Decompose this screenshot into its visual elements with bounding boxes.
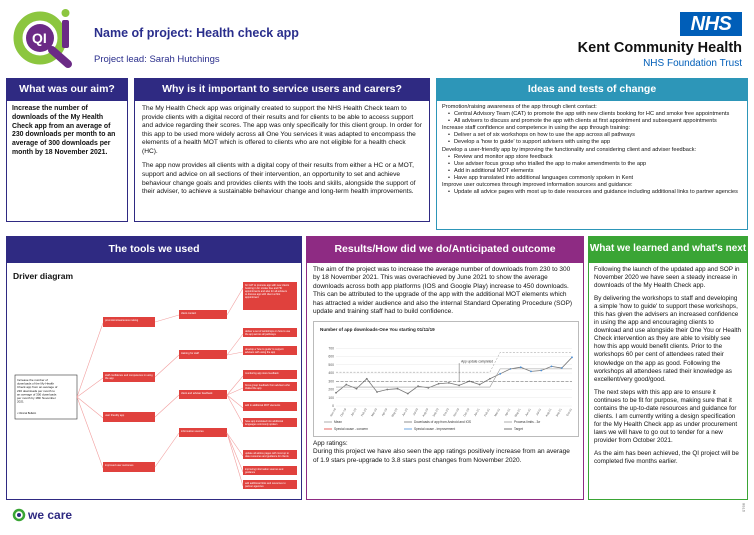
chart-x-tick: May-21 [513, 407, 522, 418]
driver-connector [227, 288, 243, 315]
driver-change-text: update all advice pages with most up to date resources and guidance for clients [245, 452, 289, 458]
chart-x-tick: Feb-21 [482, 407, 491, 417]
ideas-heading: Ideas and tests of change [436, 78, 748, 100]
driver-secondary-text: client contact [181, 312, 197, 315]
driver-change-text: focus group feedback from advisers who trialled the app [245, 384, 290, 390]
chart-point [335, 392, 337, 394]
chart-point [386, 388, 388, 390]
driver-aim-text: Increase the number of downloads of the My Health Check app from an average of 230 downloads per month to an average of 300 downloads per month by 18th November 2021 [17, 378, 58, 404]
chart-x-tick: Apr-20 [380, 407, 389, 417]
learn-paragraph-2: By delivering the workshops to staff and developing a simple 'how to guide' to support these workshops, this has given the advisers an increased confidence in using the app and encouraging clients to download and use alongside their One You or Health Check intervention as they are able to visibly see how this app would benefit clients. Prior to the workshops 60 per cent of attendees rated their knowledge on the app as good. Following the workshops all attendees rated their knowledge as excellent/very good/good. [594, 295, 742, 383]
chart-legend-item: Process limits - 3σ [514, 419, 541, 424]
ideas-group-title: Improve user outcomes through improved information sources and guidance: [442, 182, 633, 189]
driver-connector [155, 433, 179, 467]
learn-paragraph-4: As the aim has been achieved, the QI project will be completed five months earlier. [594, 449, 739, 466]
chart-x-tick: Mar-20 [370, 407, 378, 417]
driver-change-text: monitoring app store feedback [245, 372, 279, 375]
chart-point [448, 382, 450, 384]
driver-connector [227, 376, 243, 395]
chart-point [407, 392, 409, 394]
chart-x-tick: Aug-21 [544, 407, 553, 417]
driver-secondary-text: training for staff [181, 352, 199, 355]
chart-x-tick: Mar-21 [493, 407, 502, 417]
ideas-list-item: • All advisers to discuss and promote the app with clients at first appointment and subsequent appointments [454, 118, 742, 125]
chart-annotation: App update completed [461, 358, 494, 363]
driver-secondary-text: client and adviser feedback [181, 392, 213, 395]
driver-secondary-text: information sources [181, 430, 204, 433]
chart-x-tick: Nov-20 [452, 407, 460, 417]
ideas-list-item: • Add in additional MOT elements [454, 168, 742, 175]
driver-connector [77, 378, 103, 397]
ideas-group-title: Promotion/raising awareness of the app through client contact: [442, 104, 597, 110]
chart-x-tick: May-20 [390, 407, 399, 418]
chart-point [489, 378, 491, 380]
ideas-list-item: • Review and monitor app store feedback [454, 154, 742, 161]
driver-change-text: add additional links and resources to partner agencies [245, 482, 286, 488]
results-body [306, 262, 584, 500]
ideas-list-item: • Central Advisory Team (CAT) to promote the app with new clients booking for HC and smoke free appointments [454, 111, 742, 118]
driver-connector [227, 395, 243, 424]
chart-legend-item: Downloads of app from Android and IOS [414, 419, 472, 424]
chart-x-tick: Jun-20 [400, 407, 409, 417]
learn-body [588, 262, 748, 500]
chart-y-tick: 200 [328, 387, 334, 392]
learn-paragraph-1: Following the launch of the updated app and SOP in November 2020 we have seen a steady increase in downloads of the My Health Check app. [594, 266, 740, 290]
why-heading: Why is it important to service users and carers? [134, 78, 430, 100]
chart-point [479, 383, 481, 385]
chart-y-tick: 300 [328, 379, 334, 384]
ideas-group-title: Develop a user-friendly app by improving the functionality and considering client and adviser feedback: [442, 146, 697, 153]
chart-y-tick: 0 [332, 403, 334, 408]
results-paragraph: The aim of the project was to increase the average number of downloads from 230 to 300 by 18 November 2021. This was overachieved by June 2021 to show the average downloads across both app platforms (IOS and Google Play) increase to 450 downloads. This can be attributed to the upgrade of the app with the additional MOT elements which has attracted a wider audience and also the internal Standard Operating Procedure (SOP) update and training staff had to build confidence. [313, 266, 573, 316]
why-paragraph-1: The My Health Check app was originally created to support the NHS Health Check team to provide clients with a digital record of their results and for clients to be able to access support and advice regarding their scores. The app was only specifically for this client group. In order for this app to be used more widely across all One You services it was adapted to encompass the elements of a health MOT which is offered to clients who are not eligible for a health check (HC). [142, 105, 422, 155]
chart-x-tick: Dec-19 [339, 407, 348, 417]
learn-paragraph-3: The next steps with this app are to ensure it continues to be fit for purpose, making sure that it contains the up-to-date resources and guidance for clients. I am currently writing a design specification for the My Health Check app as under procurement laws we will have to go out to tender for a new provider from October 2021. [594, 388, 738, 444]
driver-connector [155, 315, 179, 322]
chart-x-tick: Jan-21 [472, 407, 481, 417]
chart-x-tick: Jun-21 [524, 407, 532, 417]
chart-point [356, 387, 358, 389]
chart-x-tick: Jan-20 [349, 407, 358, 417]
chart-y-tick: 400 [328, 370, 334, 375]
chart-point [397, 387, 399, 389]
driver-connector [227, 395, 243, 408]
chart-point [530, 370, 532, 372]
chart-x-tick: Apr-21 [503, 407, 512, 417]
driver-change-text: for CAT to promote app with new clients booking in for smoke free and HC appointments and also for all advisers to discuss app with client at first appointment [245, 284, 290, 299]
ideas-list [442, 111, 742, 125]
driver-primary-text: improved user outcomes [105, 464, 134, 467]
driver-connector [227, 388, 243, 395]
driver-connector [227, 334, 243, 355]
chart-legend-item: Special cause - improvement [414, 426, 456, 431]
driver-primary-text: promotion/awareness raising [105, 319, 139, 322]
chart-point [551, 365, 553, 367]
chart-x-tick: Jul-20 [411, 407, 419, 416]
chart-x-tick: Dec-20 [462, 407, 471, 417]
driver-primary-text: user friendly app [105, 414, 125, 417]
ratings-heading: App ratings: [313, 439, 348, 447]
ideas-group-title: Increase staff confidence and competence in using the app through training: [442, 125, 631, 132]
chart-point [376, 391, 378, 393]
chart-legend-item: Special cause - concern [334, 426, 369, 431]
results-heading: Results/How did we do/Anticipated outcome [306, 236, 584, 262]
driver-diagram-title: Driver diagram [13, 271, 73, 281]
org-subtitle: NHS Foundation Trust [643, 58, 742, 69]
why-paragraph-2: The app now provides all clients with a digital copy of their results from either a HC or a MOT, support and advice on all sections of their intervention, an opportunity to set and achieve behaviour change goals and provides clients with the tools and skills, alongside the support of their adviser, to achieve a sustainable behaviour change and long-term health improvements. [142, 162, 416, 196]
why-body [134, 100, 430, 222]
chart-series-line [336, 357, 572, 393]
chart-x-tick: Oct-20 [442, 407, 450, 417]
ratings-paragraph: During this project we have also seen the app ratings positively increase from an average of 1.9 stars pre-upgrade to 3.8 stars post changes from November 2020. [313, 448, 570, 464]
learn-heading: What we learned and what's next [588, 236, 748, 262]
chart-y-tick: 700 [328, 346, 334, 351]
chart-point [438, 382, 440, 384]
ideas-list-item: • Develop a 'how to guide' to support advisers with using the app [454, 139, 742, 146]
project-title: Name of project: Health check app [94, 26, 299, 40]
chart-point [345, 383, 347, 385]
ideas-body [436, 100, 748, 230]
chart-point [458, 384, 460, 386]
driver-change-text: deliver a set of workshops on how to use the app across all pathways [245, 330, 291, 336]
chart-x-tick: Jul-21 [534, 407, 543, 416]
driver-connector [227, 433, 243, 486]
ideas-list [442, 132, 742, 146]
chart-x-tick: Nov-19 [328, 407, 337, 417]
driver-change-text: develop a 'how to guide' to support advisers with using the app [245, 348, 284, 354]
chart-legend-item: Target [514, 426, 523, 431]
chart-title: Number of app downloads-One You starting 01/11/19 [320, 326, 435, 332]
driver-change-text: improving information sources and guidance [245, 468, 284, 474]
driver-connector [227, 352, 243, 355]
qi-logo [10, 6, 76, 68]
chart-point [499, 373, 501, 375]
downloads-chart [313, 321, 579, 437]
org-name: Kent Community Health [577, 40, 742, 56]
ideas-list-item: • Update all advice pages with most up to date resources and guidance including additional links to partner agencies [454, 189, 742, 196]
ideas-list-item: • Have app translated into additional languages commonly spoken in Kent [454, 175, 742, 182]
chart-point [571, 356, 573, 358]
driver-connector [155, 355, 179, 377]
chart-x-tick: Aug-20 [421, 407, 430, 417]
chart-y-tick: 500 [328, 362, 334, 367]
downloads-chart-svg [314, 322, 580, 438]
driver-primary-text: staff confidence and competence in using the app [105, 374, 153, 381]
svg-text:QI: QI [32, 30, 47, 46]
chart-point [540, 369, 542, 371]
chart-point [366, 378, 368, 380]
driver-aim-note: • Clinical Bulletin [17, 412, 37, 415]
aim-heading: What was our aim? [6, 78, 128, 100]
we-care-icon [12, 508, 26, 522]
chart-x-tick: Sep-21 [554, 407, 563, 417]
chart-y-tick: 100 [328, 395, 334, 400]
ideas-list-item: • Use adviser focus group who trialled the app to make amendments to the app [454, 161, 742, 168]
project-lead: Project lead: Sarah Hutchings [94, 54, 220, 65]
tools-heading: The tools we used [6, 236, 302, 262]
chart-x-tick: Oct-21 [565, 407, 573, 417]
chart-y-tick: 600 [328, 354, 334, 359]
driver-connector [77, 323, 103, 397]
chart-legend-item: Mean [334, 419, 342, 424]
ideas-list [442, 154, 742, 182]
nhs-logo: NHS [680, 12, 742, 36]
ideas-list [442, 189, 742, 196]
driver-change-text: have app translated into additional languages commonly spoken [245, 420, 284, 426]
poster-id: 0766 [741, 503, 747, 512]
aim-body: Increase the number of downloads of the My Health Check app from an average of 230 downloads per month to an average of 300 downloads per month by 18 November 2021. [6, 100, 128, 222]
ideas-list-item: • Deliver a set of six workshops on how to use the app across all pathways [454, 132, 742, 139]
driver-connector [155, 395, 179, 417]
chart-series-line [336, 352, 572, 372]
driver-change-text: add in additional MOT elements [245, 404, 281, 407]
chart-point [520, 366, 522, 368]
driver-diagram [7, 263, 302, 500]
tools-body [6, 262, 302, 500]
chart-x-tick: Feb-20 [359, 407, 368, 417]
we-care-logo: we care [28, 508, 73, 522]
chart-x-tick: Sep-20 [431, 407, 440, 417]
